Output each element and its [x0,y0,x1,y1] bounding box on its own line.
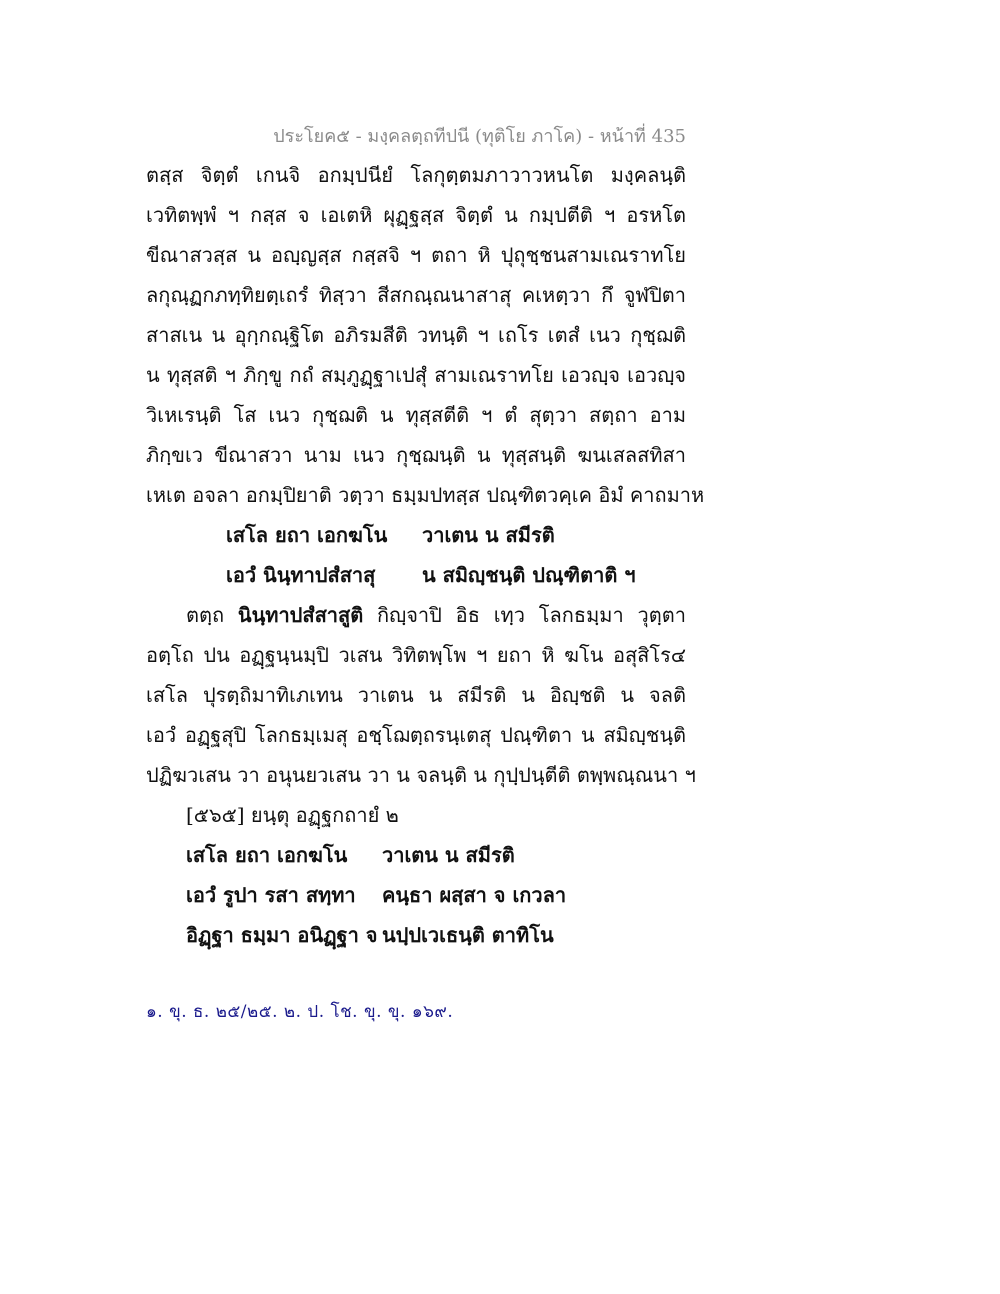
footnote: ๑. ขุ. ธ. ๒๕/๒๕. ๒. ป. โช. ขุ. ขุ. ๑๖๙. [146,1002,454,1022]
text-line: เวทิตพฺพํ ฯ กสฺส จ เอเตหิ ผุฏฺฐสฺส จิตฺตํ น กมฺปตีติ ฯ อรหโต [146,203,686,227]
text-line: เอวํ อฏฺฐสุปิ โลกธมฺเมสุ อชฺโฌตฺถรนฺเตสุ ปณฺฑิตา น สมิญฺชนฺติ [146,723,686,747]
verse-first-half: เอวํ รูปา รสา สทฺทา [186,883,356,907]
body-text [146,155,705,955]
verse-second-half: คนฺธา ผสฺสา จ เกวลา [382,883,567,907]
verse-line [146,515,686,555]
text-fragment: กิญฺจาปิ อิธ เทฺว โลกธมฺมา วุตฺตา [363,603,686,627]
verse-line [146,555,686,595]
verse-second-half: น สมิญฺชนฺติ ปณฺฑิตาติ ฯ [422,563,636,587]
text-line [146,595,686,635]
verse-second-half: วาเตน น สมีรติ [382,843,515,867]
bold-term: นินฺทาปสํสาสูติ [237,603,364,627]
text-line: ลกุณฺฏกภทฺทิยตฺเถรํ ทิสฺวา สีสกณฺณนาสาสุ คเหตฺวา กึ จูฬปิตา [146,283,686,307]
text-line: เหเต อจลา อกมฺปิยาติ วตฺวา ธมฺมปทสฺส ปณฺฑิตวคฺเค อิมํ คาถมาห [146,483,705,507]
verse-second-half: นปฺปเวเธนฺติ ตาทิโน [382,923,554,947]
verse-line [146,875,686,915]
text-line: ขีณาสวสฺส น อญฺญสฺส กสฺสจิ ฯ ตถา หิ ปุถุชฺชนสามเณราทโย [146,243,686,267]
text-line: สาสเน น อุกฺกณฺฐิโต อภิรมสีติ วทนฺติ ฯ เถโร เตสํ เนว กุชฺฌติ [146,323,686,347]
text-line: วิเหเรนฺติ โส เนว กุชฺฌติ น ทุสฺสตีติ ฯ ตํ สุตฺวา สตฺถา อาม [146,403,686,427]
verse-line [146,835,686,875]
text-line: น ทุสฺสติ ฯ ภิกฺขู กถํ สมฺภูฏฺฐาเปสุํ สามเณราทโย เอวญฺจ เอวญฺจ [146,363,686,387]
verse-first-half: เอวํ นินฺทาปสํสาสุ [226,563,376,587]
verse-first-half: อิฏฺฐา ธมฺมา อนิฏฺฐา จ [186,923,378,947]
verse-first-half: เสโล ยถา เอกฆโน [186,843,348,867]
text-line: ปฏิฆวเสน วา อนุนยวเสน วา น จลนฺติ น กุปฺปนฺตีติ ตพฺพณฺณนา ฯ [146,763,696,787]
verse-first-half: เสโล ยถา เอกฆโน [226,523,388,547]
text-line: อตฺโถ ปน อฏฺฐนฺนมฺปิ วเสน วิทิตพฺโพ ฯ ยถา หิ ฆโน อสุสิโร๔ [146,643,686,667]
text-line: เสโล ปุรตฺถิมาทิเภเทน วาเตน น สมีรติ น อิญฺชติ น จลติ [146,683,686,707]
verse-second-half: วาเตน น สมีรติ [422,523,555,547]
page-header: ประโยค๕ - มงฺคลตฺถทีปนี (ทุติโย ภาโค) - หน้าที่ 435 [273,126,686,147]
text-fragment: ตตฺถ [186,603,238,627]
text-line: ภิกฺขเว ขีณาสวา นาม เนว กุชฺฌนฺติ น ทุสฺสนฺติ ฆนเสลสทิสา [146,443,686,467]
verse-line [146,915,686,955]
section-line: [๕๖๕] ยนฺตุ อฏฺฐกถายํ ๒ [186,803,399,827]
text-line: ตสฺส จิตฺตํ เกนจิ อกมฺปนียํ โลกุตฺตมภาวาวหนโต มงฺคลนฺติ [146,163,686,187]
